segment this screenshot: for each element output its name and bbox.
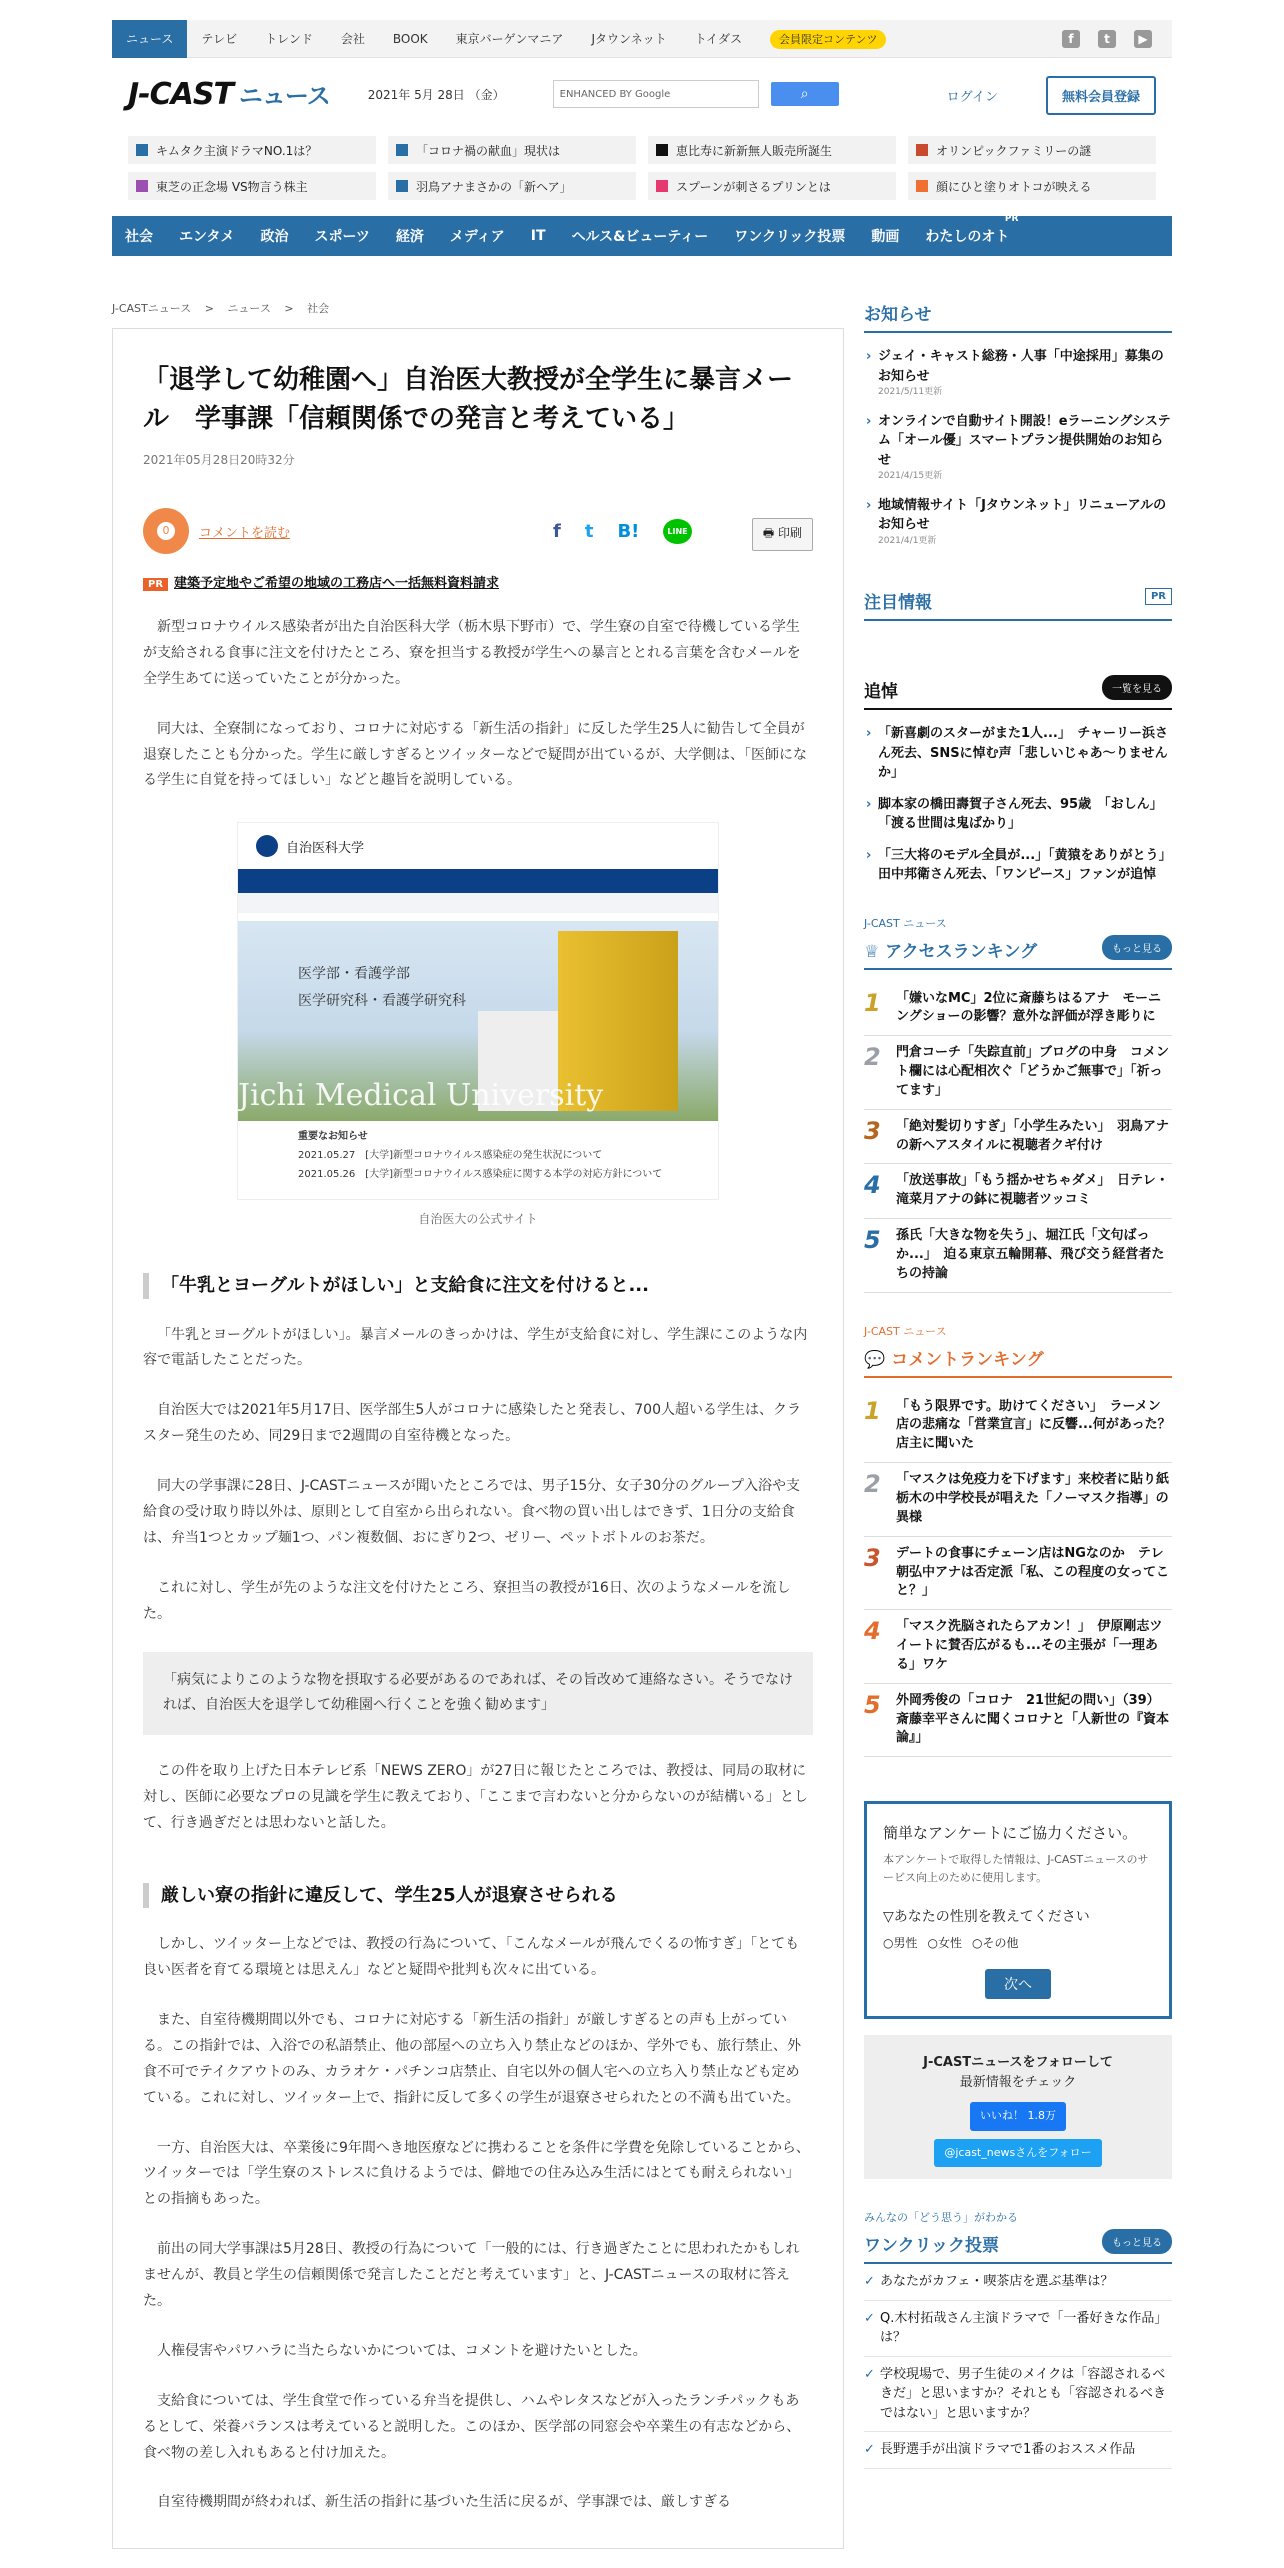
figure-site-name: 自治医科大学 [286, 840, 365, 856]
figure-hero-text [298, 961, 466, 1014]
figure-line: 医学研究科・看護学研究科 [298, 992, 466, 1009]
rank-text: 「放送事故」「もう揺かせちゃダメ」 日テレ・滝菜月アナの鉢に視聴者ツッコミ [896, 1173, 1169, 1208]
main-content [112, 300, 1183, 2549]
article-paragraph: 自室待機期間が終われば、新生活の指針に基づいた生活に戻るが、学事課では、厳しすぎる [157, 2494, 731, 2511]
ticker-bullet-icon [396, 144, 408, 156]
login-link[interactable]: ログイン [946, 90, 998, 105]
pr-badge: PR [1145, 588, 1172, 605]
article-paragraph: しかし、ツイッター上などでは、教授の行為について、「こんなメールが飛んでくるの怖すぎ」「とても良い医者を育てる環境とは思えん」などと疑問や批判も次々に出ている。 [143, 1936, 800, 1979]
rank-text: デートの食事にチェーン店はNGなのか テレ朝弘中アナは否定派「私、この程度の女ってこと？」 [896, 1545, 1170, 1599]
print-button[interactable] [752, 518, 813, 551]
rank-number: 3 [864, 1116, 881, 1145]
survey-option-label: その他 [982, 1936, 1019, 1951]
rank-text: 「もう限界です。助けてください」 ラーメン店の悲痛な「営業宣言」に反響...何があった？店主に聞いた [896, 1398, 1171, 1452]
rank-text: 門倉コーチ「失踪直前」ブログの中身 コメント欄には心配相次ぐ「どうかご無事で」「祈ってます」 [896, 1045, 1170, 1098]
ranking-item[interactable] [864, 1219, 1172, 1293]
article-paragraph: 一方、自治医大は、卒業後に9年間へき地医療などに携わることを条件に学費を免除していることから、ツイッターでは「学生寮のストレスに負けるようでは、僻地での住み込み生活にはとても耐えられない」との指摘もあった。 [143, 2139, 810, 2208]
tsuito-more-button[interactable]: 一覧を見る [1102, 675, 1172, 700]
topnav-jtown[interactable]: Jタウンネット [591, 31, 667, 46]
article-paragraph: 支給食については、学生食堂で作っている弁当を提供し、ハムやレタスなどが入ったランチパックもあるとして、栄養バランスは考えていると説明した。このほか、医学部の同窓会や卒業生の有志などから、食べ物の差し入れもあると付け加えた。 [143, 2392, 801, 2461]
article-paragraph: 同大の学事課に28日、J-CASTニュースが聞いたところでは、男子15分、女子30分のグループ入浴や支給食の受け取り時以外は、原則として自室から出られない。食べ物の買い出しはできず、1日分の支給食は、弁当1つとカップ麺1つ、パン複数個、おにぎり2つ、ゼリー、ペットボトルのお茶だ。 [143, 1478, 800, 1546]
rank-text: 「絶対髪切りすぎ」「小学生みたい」 羽鳥アナの新ヘアスタイルに視聴者クギ付け [896, 1118, 1170, 1153]
figure-news-item: 2021.05.26 [大学]新型コロナウイルス感染症に関する本学の対応方針について [298, 1169, 663, 1181]
gnav-item[interactable]: メディア [449, 229, 505, 245]
facebook-like-button[interactable]: いいね！ 1.8万 [970, 2102, 1066, 2131]
rank-text: 孫氏「大きな物を失う」、堀江氏「文句ばっか...」 迫る東京五輪開幕、飛び交う経営者たちの持論 [896, 1228, 1165, 1281]
gnav-pr: PR [1004, 214, 1019, 224]
topnav-book[interactable]: BOOK [392, 31, 428, 46]
notice-heading: お知らせ [864, 300, 1172, 333]
hatena-share-icon[interactable]: B! [617, 520, 640, 542]
article-paragraph: 同大は、全寮制になっており、コロナに対応する「新生活の指針」に反した学生25人に勧告して全員が退寮したことも分かった。学生に厳しすぎるとツイッターなどで疑問が出ているが、大学側は、「医師になる学生に自覚を持ってほしい」などと趣旨を説明している。 [143, 720, 808, 789]
register-button[interactable]: 無料会員登録 [1046, 76, 1156, 115]
topnav-news[interactable]: ニュース [112, 20, 187, 58]
figure-line: 医学部・看護学部 [298, 966, 410, 983]
article-paragraph: この件を取り上げた日本テレビ系「NEWS ZERO」が27日に報じたところでは、教授は、同局の取材に対し、医師に必要なプロの見識を学生に教えており、「ここまで言わないと分からないのが結構いる」として、行き過ぎだとは思わないと話した。 [143, 1763, 808, 1832]
comment-bubble-icon[interactable] [143, 508, 189, 554]
article-paragraph: 新型コロナウイルス感染者が出た自治医科大学（栃木県下野市）で、学生寮の自室で待機している学生が支給される食事に注文を付けたところ、寮を担当する教授が学生への暴言ととれる言葉を含むメールを全学生あてに送っていたことが分かった。 [143, 619, 801, 687]
rank-text: 「マスクは免疫力を下げます」来校者に貼り紙 栃木の中学校長が唱えた「ノーマスク指導」の異様 [896, 1472, 1183, 1525]
survey-option-label: 女性 [937, 1936, 962, 1951]
gnav-item[interactable]: 政治 [260, 229, 289, 245]
search-button[interactable] [771, 82, 839, 106]
tsuito-title: 追悼 [864, 682, 898, 702]
follow-box [864, 2035, 1172, 2179]
survey-option-label: 男性 [893, 1936, 918, 1951]
featured-heading [864, 588, 1172, 621]
access-ranking-title: アクセスランキング [885, 941, 1038, 962]
ticker-label: 顔にひと塗りオトコが映える [936, 179, 1092, 194]
ticker-item[interactable] [648, 136, 896, 164]
tsuito-list [864, 724, 1179, 885]
featured-title: 注目情報 [864, 593, 932, 613]
pr-link[interactable]: 建築予定地やご希望の地域の工務店へ一括無料資料請求 [174, 576, 500, 591]
topnav-company[interactable]: 会社 [340, 31, 365, 46]
ranking-item[interactable] [864, 1390, 1172, 1464]
ticker-item[interactable] [908, 136, 1156, 164]
breadcrumb-jcast[interactable]: J-CASTニュース [112, 302, 192, 315]
speech-bubble-icon: 💬 [864, 1349, 892, 1370]
vote-item[interactable]: ✓ 長野選手が出演ドラマで1番のおススメ作品 [864, 2432, 1172, 2469]
ticker-bullet-icon [396, 180, 408, 192]
ticker-item[interactable] [128, 136, 376, 164]
twitter-share-icon[interactable]: t [584, 520, 594, 542]
ticker-label: 「コロナ禍の献血」現状は [416, 143, 561, 158]
survey-box [864, 1801, 1172, 2019]
gnav-item[interactable]: わたしのオト PR [925, 214, 1019, 245]
rank-number: 2 [864, 1043, 881, 1072]
notice-date: 2021/4/1更新 [878, 535, 937, 546]
gnav-item[interactable]: ワンクリック投票 [734, 229, 846, 245]
ranking-item[interactable] [864, 982, 1172, 1037]
figure-site-subnav [238, 893, 718, 913]
rank-text: 「マスク洗脳されたらアカン！」 伊原剛志ツイートに賛否広がるも...その主張が「一理ある」ワケ [896, 1619, 1163, 1672]
survey-option-female[interactable]: ○女性 [927, 1936, 962, 1951]
ranking-item[interactable] [864, 1036, 1172, 1110]
print-label: 印刷 [777, 526, 802, 540]
printer-icon: 🖶 [762, 526, 778, 540]
vote-more-button[interactable]: もっと見る [1102, 2229, 1172, 2254]
breadcrumb [112, 300, 844, 316]
notice-item[interactable]: › 地域情報サイト「Jタウンネット」リニューアルのお知らせ 2021/4/1更新 [864, 496, 1172, 549]
figure-hero [238, 921, 718, 1121]
survey-option-male[interactable]: ○男性 [883, 1936, 918, 1951]
vote-item[interactable]: ✓ 学校現場で、男子生徒のメイクは「容認されるべきだ」と思いますか？それとも「容認されるべきではない」と思いますか？ [864, 2357, 1172, 2433]
top-nav [112, 20, 1172, 58]
twitter-follow-button[interactable]: @jcast_newsさんをフォロー [934, 2139, 1101, 2168]
article-title: 「退学して幼稚園へ」自治医大教授が全学生に暴言メール 学事課「信頼関係での発言と考えている」 [143, 365, 794, 434]
ticker-label: 恵比寿に新新無人販売所誕生 [676, 143, 833, 158]
topnav-tv[interactable]: テレビ [201, 31, 238, 46]
article [112, 328, 844, 2549]
gnav-item[interactable]: 経済 [395, 229, 424, 245]
site-header [112, 58, 1172, 130]
social-links [1062, 20, 1152, 58]
article-column [112, 300, 844, 2549]
survey-desc: 本アンケートで取得した情報は、J-CASTニュースのサービス向上のために使用します。 [883, 1853, 1149, 1884]
vote-item[interactable]: ✓ あなたがカフェ・喫茶店を選ぶ基準は？ [864, 2264, 1172, 2301]
header-date: 2021年 5月 28日 （金） [367, 87, 505, 102]
comment-count: 0 [157, 522, 175, 540]
trophy-icon: ♕ [864, 941, 886, 962]
ticker-item[interactable] [388, 136, 636, 164]
tsuito-item[interactable]: › 「三大将のモデル全員が...」「黄猿をありがとう」 田中邦衛さん死去、「ワンピース」ファンが追悼 [864, 846, 1172, 885]
notice-item[interactable]: › ジェイ・キャスト総務・人事「中途採用」募集のお知らせ 2021/5/11更新 [864, 347, 1172, 400]
share-bar [143, 508, 813, 554]
youtube-icon[interactable]: ▶ [1134, 30, 1152, 48]
ticker-bullet-icon [916, 180, 928, 192]
article-paragraph: また、自室待機期間以外でも、コロナに対応する「新生活の指針」が厳しすぎるとの声も上がっている。この指針では、入浴での私語禁止、他の部屋への立ち入り禁止などのほか、学外でも、旅行禁止、外食不可でテイクアウトのみ、カラオケ・パチンコ店禁止、自宅以外の個人宅への立ち入り禁止なども定めている。これに対し、ツイッター上で、指針に反して多くの学生が退寮させられたとの不満も出ていた。 [143, 2011, 801, 2106]
rank-number: 1 [864, 988, 881, 1017]
section-heading: 厳しい寮の指針に違反して、学生25人が退寮させられる [143, 1883, 813, 1908]
share-buttons [553, 519, 692, 544]
access-ranking-list [864, 982, 1172, 1293]
vote-item[interactable]: ✓ Q.木村拓哉さん主演ドラマで「一番好きな作品」は？ [864, 2301, 1172, 2357]
vote-heading [864, 2231, 1172, 2264]
search-icon: ⌕ [800, 86, 809, 102]
rank-number: 1 [864, 1396, 881, 1425]
breadcrumb-sep: > [284, 302, 294, 315]
survey-title: 簡単なアンケートにご協力ください。 [883, 1824, 1138, 1843]
follow-line: J-CASTニュースをフォローして [923, 2055, 1113, 2071]
access-ranking-heading [864, 937, 1172, 970]
rank-number: 5 [864, 1690, 881, 1719]
follow-line: 最新情報をチェック [959, 2074, 1077, 2090]
rank-number: 4 [864, 1171, 881, 1200]
notice-item[interactable]: › オンラインで自動サイト開設！eラーニングシステム「オール優」スマートプラン提供開始のお知らせ 2021/4/15更新 [864, 412, 1172, 484]
gnav-item[interactable]: 社会 [125, 229, 153, 245]
ticker-bullet-icon [656, 144, 668, 156]
logo-text: J-CAST [128, 77, 233, 112]
notice-date: 2021/4/15更新 [878, 471, 943, 481]
breadcrumb-news[interactable]: ニュース [227, 302, 271, 315]
members-badge[interactable] [756, 20, 900, 58]
figure-news-heading: 重要なお知らせ [298, 1131, 368, 1143]
breadcrumb-sep: > [204, 302, 214, 315]
tsuito-item[interactable]: › 「新喜劇のスターがまた1人...」 チャーリー浜さん死去、SNSに悼む声「悲しいじゃあ～りませんか」 [864, 724, 1172, 783]
ticker-bullet-icon [656, 180, 668, 192]
survey-option-other[interactable]: ○その他 [972, 1936, 1019, 1951]
article-date: 2021年05月28日20時32分 [143, 453, 295, 467]
image-caption: 自治医大の公式サイト [418, 1212, 538, 1227]
gnav-item[interactable]: 動画 [871, 229, 900, 245]
headline-tickers [112, 136, 1172, 200]
topnav-trend[interactable]: トレンド [265, 31, 313, 46]
ticker-bullet-icon [916, 144, 928, 156]
ticker-item[interactable] [648, 172, 896, 200]
article-paragraph: 人権侵害やパワハラに当たらないかについては、コメントを避けたいとした。 [157, 2342, 647, 2359]
vote-title: ワンクリック投票 [864, 2236, 999, 2257]
article-paragraph: 「牛乳とヨーグルトがほしい」。暴言メールのきっかけは、学生が支給食に対し、学生課にこのような内容で電話したことだった。 [143, 1326, 808, 1369]
ranking-item[interactable] [864, 1537, 1172, 1611]
breadcrumb-society[interactable]: 社会 [307, 302, 330, 315]
ranking-item[interactable] [864, 1684, 1172, 1758]
ranking-item[interactable] [864, 1463, 1183, 1537]
gnav-item[interactable]: IT [530, 228, 546, 244]
ticker-item[interactable] [128, 172, 376, 200]
topnav-toidas[interactable]: トイダス [694, 31, 743, 46]
figure-site-header [238, 823, 718, 869]
rank-number: 2 [864, 1470, 881, 1499]
gnav-item[interactable]: エンタメ [179, 229, 235, 245]
rank-number: 4 [864, 1617, 881, 1646]
gnav-item[interactable]: ヘルス&ビューティー [571, 229, 709, 245]
ticker-bullet-icon [136, 180, 148, 192]
rank-text: 外岡秀俊の「コロナ 21世紀の問い」（39）斎藤幸平さんに聞くコロナと「人新世の『資本論』」 [896, 1692, 1170, 1746]
article-paragraph: 自治医大では2021年5月17日、医学部生5人がコロナに感染したと発表し、700人超いる学生は、クラスター発生のため、同29日まで2週間の自室待機となった。 [143, 1402, 801, 1445]
members-badge-label: 会員限定コンテンツ [770, 30, 886, 49]
article-paragraph: 前出の同大学事課は5月28日、教授の行為について「一般的には、行き過ぎたことに思われたかもしれませんが、教員と学生の信頼関係で発言したことだと考えています」と、J-CASTニュースの取材に答えた。 [143, 2241, 800, 2309]
page [112, 20, 1183, 2549]
gnav-item[interactable]: スポーツ [314, 229, 370, 245]
vote-list [864, 2264, 1172, 2469]
twitter-icon[interactable]: t [1098, 30, 1116, 48]
survey-options [883, 1934, 1153, 1951]
ticker-item[interactable] [908, 172, 1156, 200]
figure-news-item: 2021.05.27 [大学]新型コロナウイルス感染症の発生状況について [298, 1150, 603, 1162]
sidebar [864, 300, 1183, 2549]
comment-kicker: J-CAST ニュース [864, 1324, 947, 1338]
comment-ranking-heading [864, 1345, 1172, 1378]
email-quote: 「病気によりこのような物を摂取する必要があるのであれば、その旨改めて連絡なさい。そうでなければ、自治医大を退学して幼稚園へ行くことを強く勧めます」 [143, 1652, 813, 1736]
article-paragraph: これに対し、学生が先のような注文を付けたところ、寮担当の教授が16日、次のようなメールを流した。 [143, 1579, 791, 1622]
line-share-icon[interactable]: LINE [663, 519, 691, 544]
survey-next-button[interactable]: 次へ [985, 1969, 1051, 1999]
ticker-item[interactable] [388, 172, 636, 200]
ticker-label: スプーンが刺さるプリンとは [676, 179, 831, 194]
tsuito-heading [864, 677, 1172, 710]
ticker-label: 東芝の正念場 VS物言う株主 [156, 179, 308, 194]
access-kicker: J-CAST ニュース [864, 916, 947, 930]
ticker-label: 羽鳥アナまさかの「新ヘア」 [416, 179, 572, 194]
pr-link-row [143, 572, 813, 591]
ticker-label: オリンピックファミリーの謎 [936, 143, 1092, 158]
ranking-item[interactable] [864, 1110, 1172, 1165]
figure-news [298, 1127, 662, 1184]
section-heading: 「牛乳とヨーグルトがほしい」と支給食に注文を付けると... [143, 1273, 813, 1298]
article-image [237, 822, 719, 1200]
global-nav [112, 216, 1172, 256]
rank-number: 5 [864, 1226, 881, 1255]
ranking-item[interactable] [864, 1164, 1172, 1219]
facebook-icon[interactable]: f [1062, 30, 1080, 48]
access-more-button[interactable]: もっと見る [1102, 935, 1172, 960]
ticker-label: キムタク主演ドラマNO.1は？ [156, 143, 318, 158]
comment-ranking-title: コメントランキング [891, 1349, 1044, 1370]
rank-number: 3 [864, 1543, 881, 1572]
university-logo-icon [256, 835, 278, 857]
ticker-bullet-icon [136, 144, 148, 156]
pr-tag: PR [143, 578, 168, 591]
site-logo[interactable] [128, 76, 330, 112]
vote-kicker: みんなの「どう思う」がわかる [864, 2211, 1018, 2225]
ranking-item[interactable] [864, 1610, 1172, 1684]
site-search [553, 80, 839, 108]
topnav-bargain[interactable]: 東京バーゲンマニア [455, 31, 564, 46]
comment-ranking-list [864, 1390, 1183, 1758]
tsuito-item[interactable]: › 脚本家の橋田壽賀子さん死去、95歳 「おしん」「渡る世間は鬼ばかり」 [864, 795, 1172, 834]
search-input[interactable]: ENHANCED BY Google [553, 80, 759, 108]
figure-hero-title: Jichi Medical University [238, 1078, 604, 1114]
notice-date: 2021/5/11更新 [878, 387, 943, 397]
rank-text: 「嫌いなMC」2位に斎藤ちはるアナ モーニングショーの影響？意外な評価が浮き彫りに [896, 990, 1162, 1025]
notice-list [864, 347, 1172, 548]
comment-link[interactable]: コメントを読む [199, 525, 291, 541]
facebook-share-icon[interactable]: f [553, 520, 561, 542]
logo-news-text: ニュース [238, 82, 330, 110]
survey-question: ▽あなたの性別を教えてください [883, 1909, 1090, 1926]
figure-site-nav [238, 869, 718, 893]
